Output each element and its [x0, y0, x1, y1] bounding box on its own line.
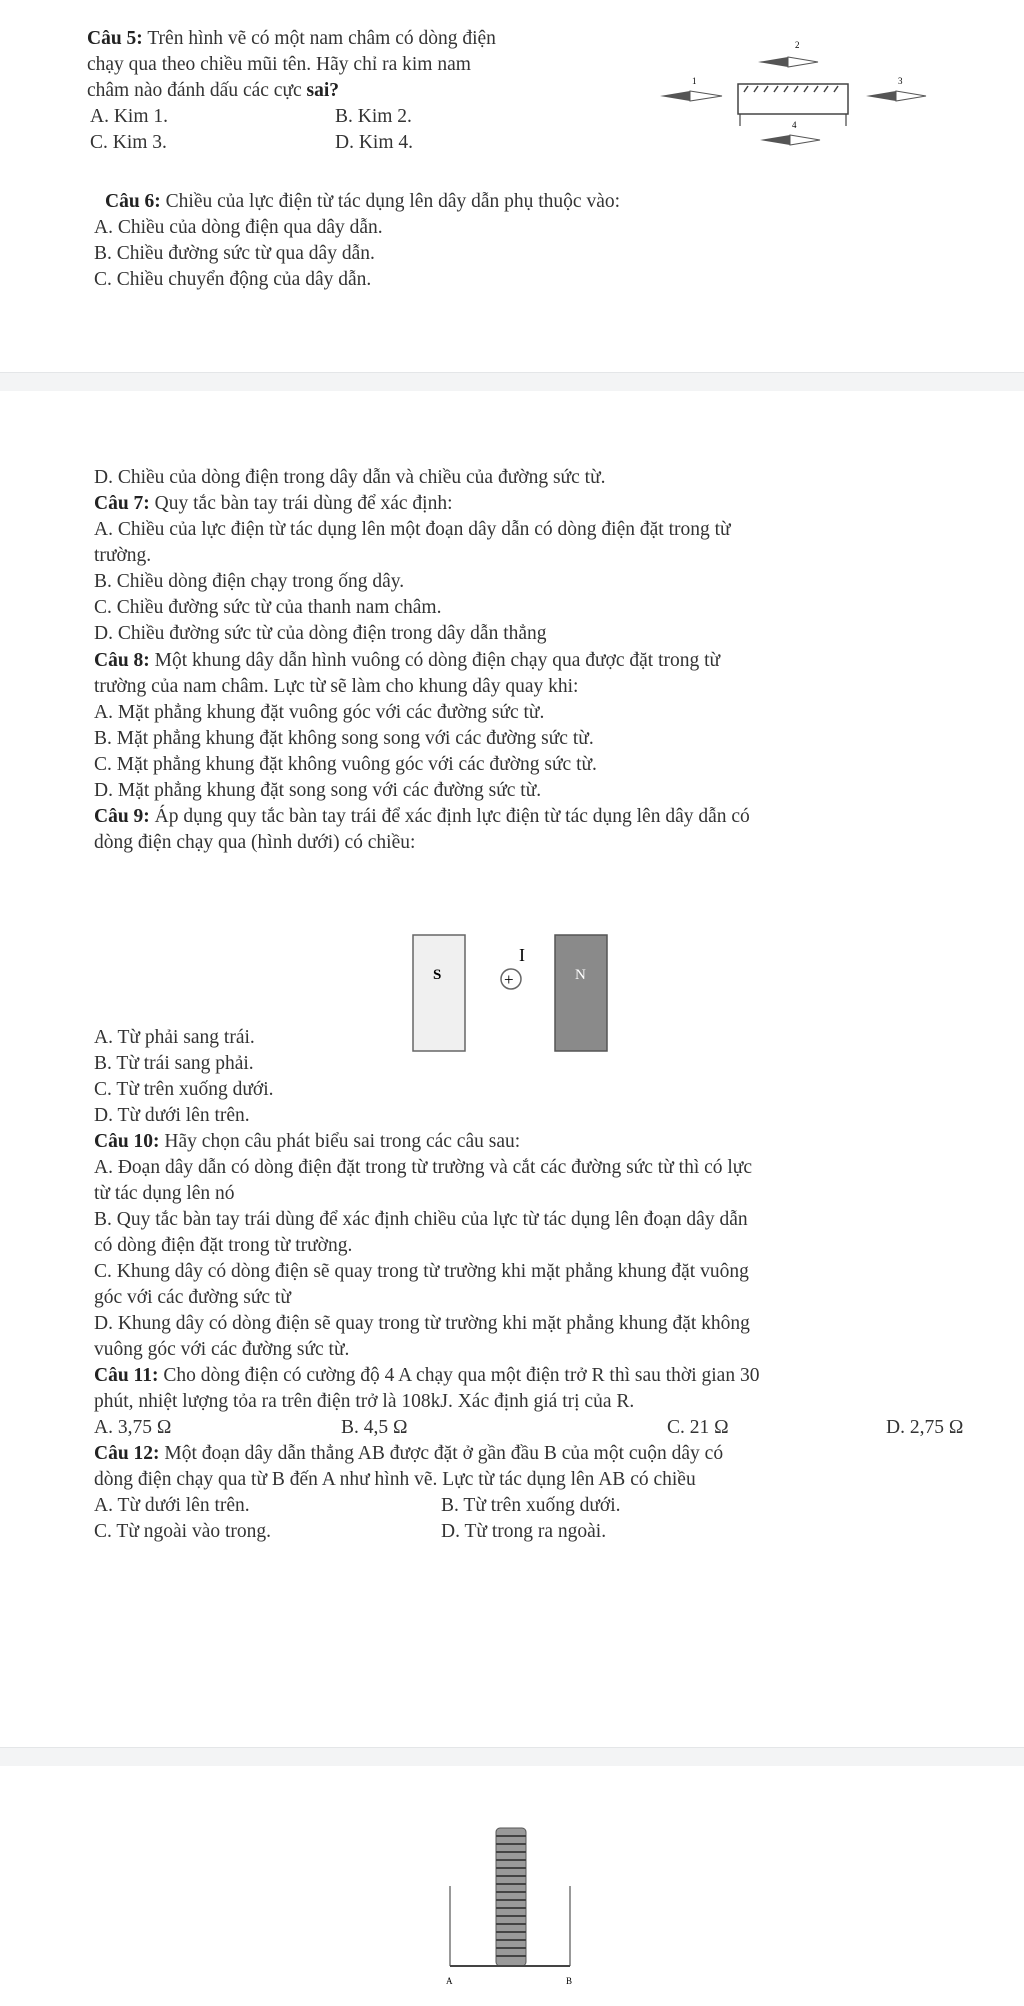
q6-option-c: C. Chiều chuyển động của dây dẫn.: [94, 269, 372, 290]
q10-option-d-line-1: D. Khung dây có dòng điện sẽ quay trong từ trường khi mặt phẳng khung đặt không: [94, 1313, 750, 1334]
q7-option-a-line-1: A. Chiều của lực điện từ tác dụng lên một đoạn dây dẫn có dòng điện đặt trong từ: [94, 519, 731, 540]
q9-option-b: B. Từ trái sang phải.: [94, 1053, 254, 1074]
q9-line-2: dòng điện chạy qua (hình dưới) có chiều:: [94, 832, 416, 853]
pole-s-label: S: [433, 967, 442, 983]
magnet-pole-n: [555, 935, 607, 1051]
current-label: I: [519, 945, 525, 965]
svg-text:2: 2: [795, 40, 800, 50]
q9-option-d: D. Từ dưới lên trên.: [94, 1105, 250, 1126]
q7-option-b: B. Chiều dòng điện chạy trong ống dây.: [94, 571, 405, 592]
point-a-label: A: [446, 1976, 453, 1986]
q12-line-2: dòng điện chạy qua từ B đến A như hình vẽ. Lực từ tác dụng lên AB có chiều: [94, 1469, 696, 1490]
q6-option-a: A. Chiều của dòng điện qua dây dẫn.: [94, 217, 383, 238]
page-section-3: [0, 1766, 1024, 2006]
svg-text:1: 1: [692, 76, 697, 86]
q5-option-b: B. Kim 2.: [335, 106, 412, 127]
q10-option-a-line-2: từ tác dụng lên nó: [94, 1183, 235, 1204]
q12-option-b: B. Từ trên xuống dưới.: [441, 1495, 621, 1516]
q7-option-a-line-2: trường.: [94, 545, 152, 566]
needle-3: [866, 76, 926, 101]
q11-option-a: A. 3,75 Ω: [94, 1417, 172, 1438]
q12-option-c: C. Từ ngoài vào trong.: [94, 1521, 272, 1542]
q7-option-c: C. Chiều đường sức từ của thanh nam châm.: [94, 597, 442, 618]
q5-solenoid-figure: [640, 30, 940, 160]
svg-text:3: 3: [898, 76, 903, 86]
q7-question: Câu 7: Quy tắc bàn tay trái dùng để xác định:: [94, 493, 453, 514]
q8-line-1: Câu 8: Một khung dây dẫn hình vuông có dòng điện chạy qua được đặt trong từ: [94, 650, 721, 671]
q10-option-c-line-2: góc với các đường sức từ: [94, 1287, 291, 1308]
q5-option-a: A. Kim 1.: [90, 106, 168, 127]
page-section-1: [0, 0, 1024, 372]
q11-option-b: B. 4,5 Ω: [341, 1417, 408, 1438]
q5-line-3: châm nào đánh dấu các cực sai?: [87, 80, 340, 101]
q11-option-d: D. 2,75 Ω: [886, 1417, 964, 1438]
q8-option-d: D. Mặt phẳng khung đặt song song với các đường sức từ.: [94, 780, 542, 801]
q12-option-d: D. Từ trong ra ngoài.: [441, 1521, 607, 1542]
q6-question: Câu 6: Chiều của lực điện từ tác dụng lên dây dẫn phụ thuộc vào:: [105, 191, 621, 212]
q5-option-c: C. Kim 3.: [90, 132, 167, 153]
q10-option-b-line-1: B. Quy tắc bàn tay trái dùng để xác định chiều của lực từ tác dụng lên đoạn dây dẫn: [94, 1209, 748, 1230]
q5-line-1: Câu 5: Trên hình vẽ có một nam châm có dòng điện: [87, 28, 496, 49]
point-b-label: B: [566, 1976, 573, 1986]
q8-line-2: trường của nam châm. Lực từ sẽ làm cho khung dây quay khi:: [94, 676, 579, 697]
q12-coil-figure: [430, 1826, 600, 2006]
magnet-pole-s: [413, 935, 465, 1051]
page-gap-2: [0, 1747, 1024, 1767]
q9-line-1: Câu 9: Áp dụng quy tắc bàn tay trái để xác định lực điện từ tác dụng lên dây dẫn có: [94, 806, 750, 827]
svg-text:4: 4: [792, 120, 797, 130]
q5-option-d: D. Kim 4.: [335, 132, 413, 153]
needle-1: [660, 76, 722, 101]
q9-magnet-figure: [405, 931, 615, 1061]
page-gap-1: [0, 372, 1024, 392]
page-section-2: [0, 391, 1024, 1747]
q8-option-c: C. Mặt phẳng khung đặt không vuông góc với các đường sức từ.: [94, 754, 597, 775]
q10-option-b-line-2: có dòng điện đặt trong từ trường.: [94, 1235, 353, 1256]
q9-option-a: A. Từ phải sang trái.: [94, 1027, 255, 1048]
q12-option-a: A. Từ dưới lên trên.: [94, 1495, 250, 1516]
q10-option-c-line-1: C. Khung dây có dòng điện sẽ quay trong từ trường khi mặt phẳng khung đặt vuông: [94, 1261, 749, 1282]
q11-option-c: C. 21 Ω: [667, 1417, 729, 1438]
pole-n-label: N: [575, 967, 586, 983]
q10-option-d-line-2: vuông góc với các đường sức từ.: [94, 1339, 350, 1360]
q6-option-d: D. Chiều của dòng điện trong dây dẫn và chiều của đường sức từ.: [94, 467, 606, 488]
q6-option-b: B. Chiều đường sức từ qua dây dẫn.: [94, 243, 375, 264]
q8-option-b: B. Mặt phẳng khung đặt không song song với các đường sức từ.: [94, 728, 594, 749]
q10-option-a-line-1: A. Đoạn dây dẫn có dòng điện đặt trong từ trường và cắt các đường sức từ thì có lực: [94, 1157, 753, 1178]
coil: [496, 1828, 526, 1966]
needle-4: [760, 120, 820, 145]
q9-option-c: C. Từ trên xuống dưới.: [94, 1079, 274, 1100]
q11-line-2: phút, nhiệt lượng tỏa ra trên điện trở là 108kJ. Xác định giá trị của R.: [94, 1391, 635, 1412]
q12-line-1: Câu 12: Một đoạn dây dẫn thẳng AB được đặt ở gần đầu B của một cuộn dây có: [94, 1443, 724, 1464]
q7-option-d: D. Chiều đường sức từ của dòng điện trong dây dẫn thẳng: [94, 623, 547, 644]
q5-line-2: chạy qua theo chiều mũi tên. Hãy chỉ ra kim nam: [87, 54, 471, 75]
q10-question: Câu 10: Hãy chọn câu phát biểu sai trong các câu sau:: [94, 1131, 521, 1152]
svg-text:+: +: [504, 970, 514, 989]
q8-option-a: A. Mặt phẳng khung đặt vuông góc với các đường sức từ.: [94, 702, 545, 723]
needle-2: [758, 40, 818, 67]
q11-line-1: Câu 11: Cho dòng điện có cường độ 4 A chạy qua một điện trở R thì sau thời gian 30: [94, 1365, 760, 1386]
